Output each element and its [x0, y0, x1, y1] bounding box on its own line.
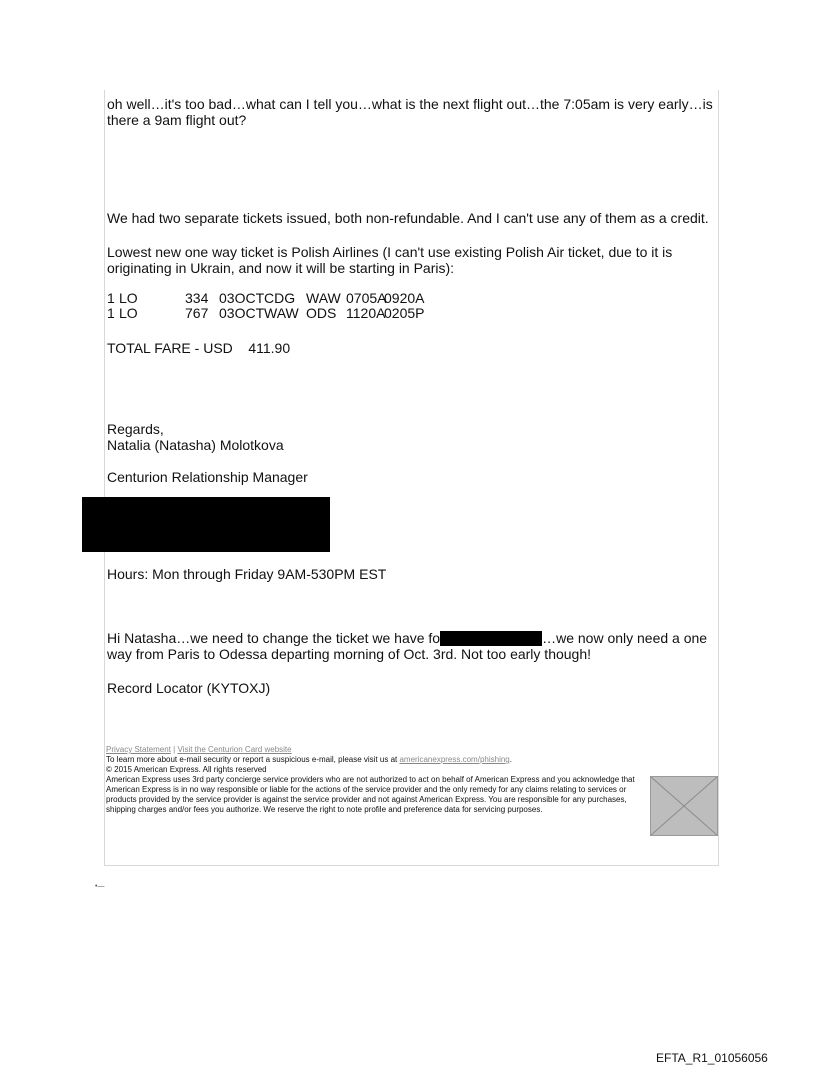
privacy-statement-link[interactable]: Privacy Statement [106, 745, 171, 754]
segment-number: 1 [107, 290, 115, 306]
origin-airport: WAW [264, 305, 299, 321]
segment-number: 1 [107, 305, 115, 321]
departure-time: 0705A [346, 290, 387, 306]
message-top-line2: there a 9am flight out? [107, 112, 247, 128]
departure-time: 1120A [346, 305, 386, 321]
flight-date: 03OCT [219, 290, 265, 306]
redaction-block [82, 497, 330, 552]
phishing-text: To learn more about e-mail security or report a suspicious e-mail, please visit us at [106, 755, 398, 764]
record-locator: Record Locator (KYTOXJ) [107, 680, 271, 696]
footer-separator: | [173, 745, 176, 754]
total-fare: TOTAL FARE - USD 411.90 [107, 340, 291, 356]
airline-code: LO [119, 305, 138, 321]
phishing-notice [106, 755, 718, 765]
arrival-time: 0205P [384, 305, 425, 321]
destination-airport: ODS [306, 305, 337, 321]
email-footer [106, 745, 718, 815]
office-hours: Hours: Mon through Friday 9AM-530PM EST [107, 566, 387, 582]
stray-mark: •— [95, 883, 105, 890]
arrival-time: 0920A [384, 290, 425, 306]
flight-number: 767 [185, 305, 209, 321]
message-top-line1: oh well…it's too bad…what can I tell you…what is the next flight out…the 7:05am is very early…is [107, 96, 713, 112]
flight-date: 03OCT [219, 305, 265, 321]
copyright: © 2015 American Express. All rights reserved [106, 765, 267, 774]
centurion-website-link[interactable]: Visit the Centurion Card website [177, 745, 292, 754]
disclaimer: American Express uses 3rd party concierge service providers who are not authorized to act on behalf of American Express and you acknowledge that American Express is in no way responsible or liable for the actions of the service provider and the only remedy for any claims relating to services or products provided by the service provider is against the service provider and not against American Express. You are responsible for any purchases, shipping charges and/or fees you authorize. We reserve the right to note profile and preference data for servicing purposes. [106, 775, 635, 814]
request-line1-end: …we now only need a one [542, 630, 708, 646]
sender-title: Centurion Relationship Manager [107, 469, 308, 485]
itinerary [107, 291, 434, 321]
itinerary-row [107, 291, 434, 306]
origin-airport: CDG [264, 290, 296, 306]
redaction-inline [440, 631, 542, 646]
broken-image-placeholder-icon [650, 776, 718, 836]
sender-name: Natalia (Natasha) Molotkova [107, 437, 284, 453]
phishing-end: . [509, 755, 512, 764]
footer-links [106, 745, 718, 755]
destination-airport: WAW [306, 290, 341, 306]
airline-code: LO [119, 290, 138, 306]
tickets-note: We had two separate tickets issued, both non-refundable. And I can't use any of them as a credit. [107, 210, 709, 226]
request-line1-start: Hi Natasha…we need to change the ticket we have fo [107, 630, 441, 646]
request-line1 [107, 630, 707, 646]
lowest-fare-line2: originating in Ukrain, and now it will be starting in Paris): [107, 260, 455, 276]
document-id: EFTA_R1_01056056 [656, 1051, 768, 1065]
flight-number: 334 [185, 290, 209, 306]
regards: Regards, [107, 421, 164, 437]
request-line2: way from Paris to Odessa departing morning of Oct. 3rd. Not too early though! [107, 646, 592, 662]
lowest-fare-line1: Lowest new one way ticket is Polish Airlines (I can't use existing Polish Air ticket, due to it is [107, 244, 673, 260]
phishing-link[interactable]: americanexpress.com/phishing [399, 755, 510, 764]
itinerary-row [107, 306, 434, 321]
